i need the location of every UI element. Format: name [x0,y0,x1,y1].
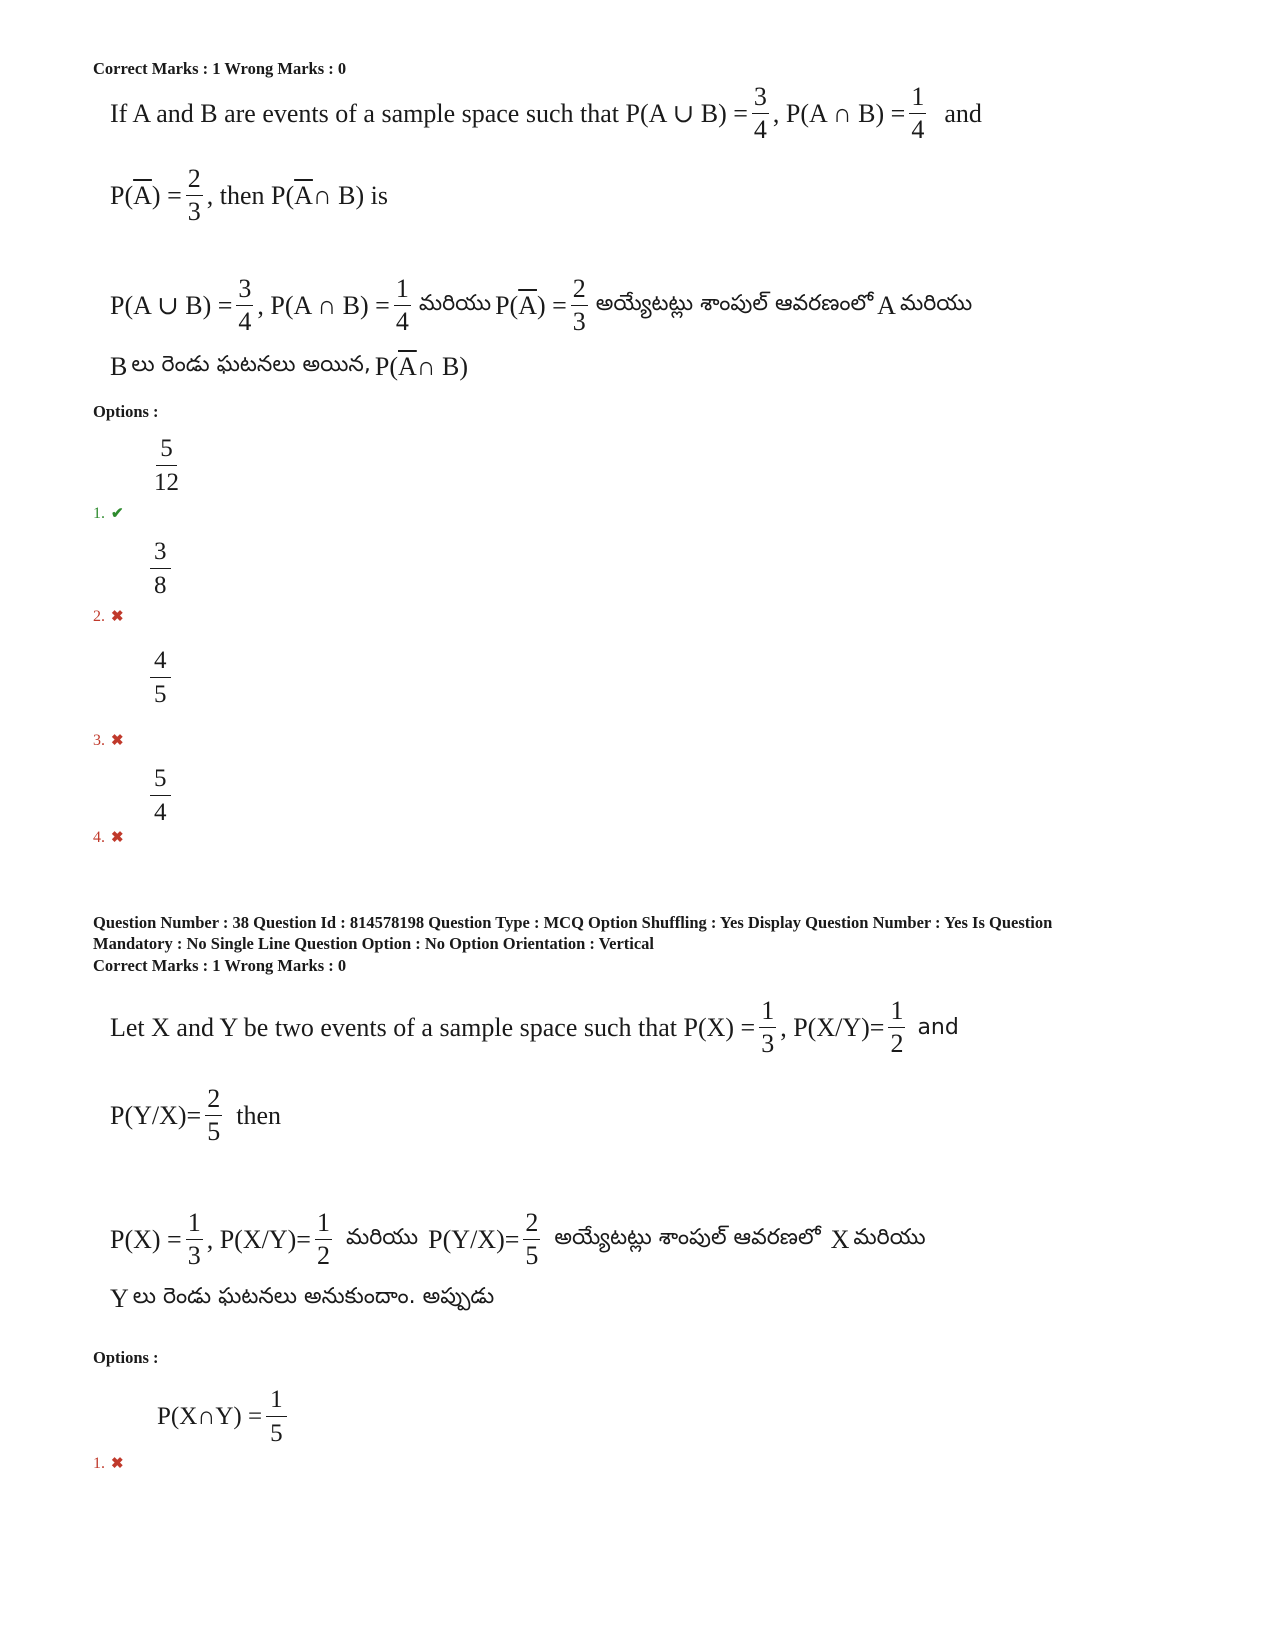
q1-english-line-2: P( $\overline{A}$ ) = $\frac{2}{3}$ , then P( $\overline{A}$ ∩ B) is [110,164,389,226]
check-icon: ✔ [111,506,124,522]
fraction: $\frac{1}{3}$ [761,996,775,1058]
q1-option-3-value: $\frac{4}{5}$ [146,648,175,707]
fraction: $\frac{1}{4}$ [395,274,409,336]
q2-option-1-value: P(X∩Y) = $\frac{1}{5}$ [157,1387,291,1446]
fraction: $\frac{3}{4}$ [753,82,767,144]
q1-english-line-1: If A and B are events of a sample space such that P(A ∪ B) = $\frac{3}{4}$ , P(A ∩ B) = $\frac{1}{4}$ and [110,82,982,144]
q1-telugu-line-1: P(A ∪ B) = $\frac{3}{4}$ , P(A ∩ B) = $\frac{1}{4}$ మరియు P( $\overline{A}$ ) = $\frac{2}{3}$ అయ్యేటట్లు శాంపుల్ ఆవరణంలో A మరియు [110,274,973,336]
fraction: $\frac{1}{2}$ [890,996,904,1058]
q2-english-line-1: Let X and Y be two events of a sample space such that P(X) = $\frac{1}{3}$ , P(X/Y)= $\frac{1}{2}$ and [110,996,959,1058]
cross-icon: ✖ [111,609,124,625]
q1-options-label: Options : [93,402,159,421]
q1-telugu-line-2: B లు రెండు ఘటనలు అయిన, P( $\overline{A}$ ∩ B) [110,352,469,381]
q1-option-4-value: $\frac{5}{4}$ [146,766,175,825]
fraction: $\frac{2}{5}$ [207,1084,221,1146]
q2-marks: Correct Marks : 1 Wrong Marks : 0 [93,956,347,975]
fraction: $\frac{2}{3}$ [572,274,586,336]
q1-option-2: 2. ✖ [93,607,124,625]
q2-telugu-line-2: Y లు రెండు ఘటనలు అనుకుందాం. అప్పుడు [110,1284,495,1313]
fraction: $\frac{1}{4}$ [911,82,925,144]
fraction: $\frac{3}{4}$ [238,274,252,336]
q2-telugu-line-1: P(X) = $\frac{1}{3}$ , P(X/Y)= $\frac{1}{2}$ మరియు P(Y/X)= $\frac{2}{5}$ అయ్యేటట్లు శాంపుల్ ఆవరణలో X మరియు [110,1208,926,1270]
fraction: $\frac{2}{5}$ [525,1208,539,1270]
fraction: $\frac{1}{3}$ [187,1208,201,1270]
cross-icon: ✖ [111,1456,124,1472]
q1-option-4: 4. ✖ [93,828,124,846]
fraction: $\frac{1}{2}$ [316,1208,330,1270]
q1-option-1-value: $\frac{5}{12}$ [154,435,179,496]
q2-meta: Question Number : 38 Question Id : 814578198 Question Type : MCQ Option Shuffling : Yes Display Question Number : Yes Is Question Mandatory : No Single Line Question Option : No Option Orientation : Vertical [93,913,1053,953]
q2-options-label: Options : [93,1348,159,1367]
q1-option-1: 1. ✔ [93,504,124,522]
q2-option-1: 1. ✖ [93,1454,124,1472]
q1-marks: Correct Marks : 1 Wrong Marks : 0 [93,59,347,78]
q1-option-3: 3. ✖ [93,731,124,749]
q1-option-2-value: $\frac{3}{8}$ [146,539,175,598]
cross-icon: ✖ [111,733,124,749]
cross-icon: ✖ [111,830,124,846]
fraction: $\frac{2}{3}$ [187,164,201,226]
q2-english-line-2: P(Y/X)= $\frac{2}{5}$ then [110,1084,281,1146]
